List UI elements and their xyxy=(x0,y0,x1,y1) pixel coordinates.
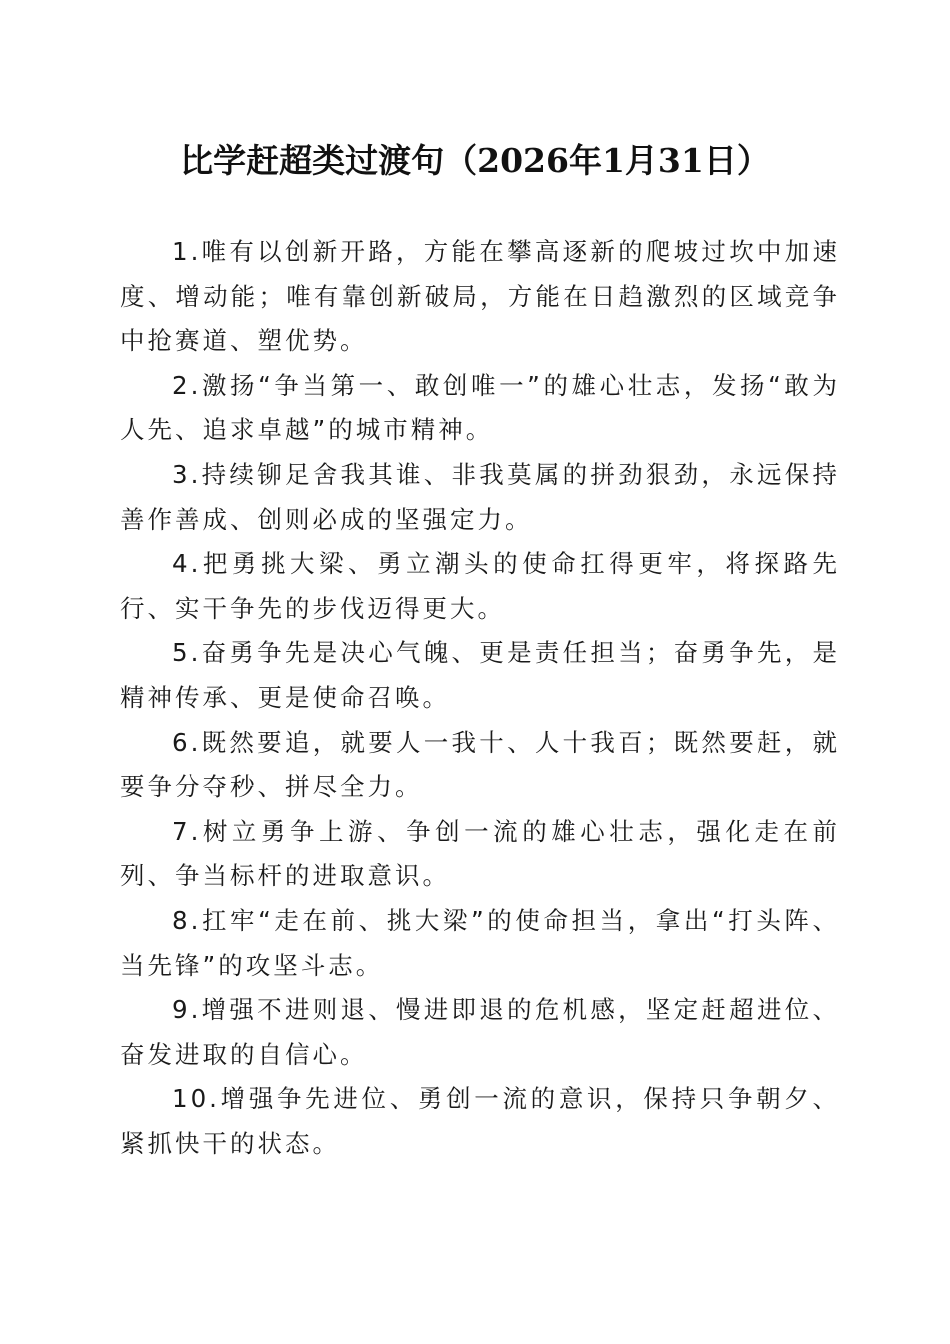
paragraph-3: 3.持续铆足舍我其谁、非我莫属的拼劲狠劲，永远保持善作善成、创则必成的坚强定力。 xyxy=(120,459,840,534)
paragraph-1: 1.唯有以创新开路，方能在攀高逐新的爬坡过坎中加速度、增动能；唯有靠创新破局，方能在日趋激烈的区域竞争中抢赛道、塑优势。 xyxy=(120,237,840,356)
document-title: 比学赶超类过渡句（2026年1月31日） xyxy=(180,141,770,180)
paragraph-8: 8.扛牢“走在前、挑大梁”的使命担当，拿出“打头阵、当先锋”的攻坚斗志。 xyxy=(120,905,840,980)
paragraph-7: 7.树立勇争上游、争创一流的雄心壮志，强化走在前列、争当标杆的进取意识。 xyxy=(120,816,840,891)
paragraph-2: 2.激扬“争当第一、敢创唯一”的雄心壮志，发扬“敢为人先、追求卓越”的城市精神。 xyxy=(120,370,840,445)
paragraph-6: 6.既然要追，就要人一我十、人十我百；既然要赶，就要争分夺秒、拼尽全力。 xyxy=(120,727,840,802)
document-body xyxy=(120,230,840,1166)
paragraph-4: 4.把勇挑大梁、勇立潮头的使命扛得更牢，将探路先行、实干争先的步伐迈得更大。 xyxy=(120,549,840,623)
paragraph-10: 10.增强争先进位、勇创一流的意识，保持只争朝夕、紧抓快干的状态。 xyxy=(120,1084,840,1158)
paragraph-5: 5.奋勇争先是决心气魄、更是责任担当；奋勇争先，是精神传承、更是使命召唤。 xyxy=(120,638,840,712)
paragraph-9: 9.增强不进则退、慢进即退的危机感，坚定赶超进位、奋发进取的自信心。 xyxy=(120,995,840,1069)
